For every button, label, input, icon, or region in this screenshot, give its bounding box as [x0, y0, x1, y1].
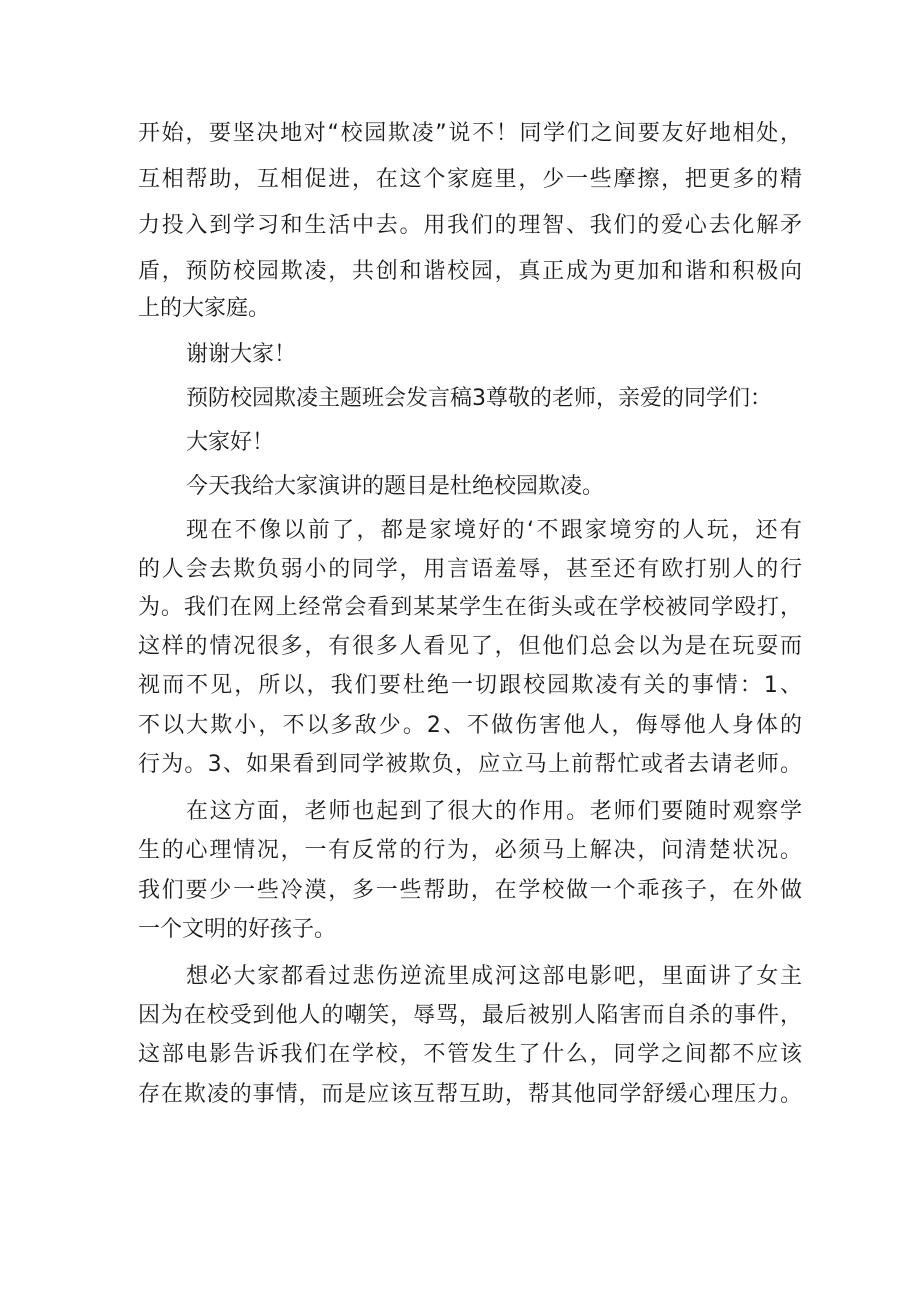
- paragraph-1-line-3: 力投入到学习和生活中去。用我们的理智、我们的爱心去化解矛: [138, 213, 802, 238]
- paragraph-6-line-5: 视而不见，所以，我们要杜绝一切跟校园欺凌有关的事情：1、: [138, 673, 802, 698]
- paragraph-8-line-4: 存在欺凌的事情，而是应该互帮互助，帮其他同学舒缓心理压力。: [138, 1082, 802, 1107]
- paragraph-6-line-1: 现在不像以前了，都是家境好的‘不跟家境穷的人玩，还有: [186, 518, 802, 543]
- paragraph-2-line-1: 谢谢大家！: [186, 342, 297, 367]
- paragraph-7-line-4: 一个文明的好孩子。: [138, 917, 337, 942]
- paragraph-6-line-7: 行为。3、如果看到同学被欺负，应立马上前帮忙或者去请老师。: [138, 752, 802, 777]
- paragraph-3-line-1: 预防校园欺凌主题班会发言稿3尊敬的老师，亲爱的同学们：: [186, 386, 772, 411]
- paragraph-1-line-5: 上的大家庭。: [138, 296, 271, 321]
- paragraph-7-line-2: 生的心理情况，一有反常的行为，必须马上解决，问清楚状况。: [138, 838, 802, 863]
- paragraph-1-line-1: 开始，要坚决地对“校园欺凌”说不！同学们之间要友好地相处，: [138, 121, 802, 146]
- paragraph-1-line-2: 互相帮助，互相促进，在这个家庭里，少一些摩擦，把更多的精: [138, 167, 802, 192]
- paragraph-6-line-6: 不以大欺小，不以多敌少。2、不做伤害他人，侮辱他人身体的: [138, 713, 802, 738]
- paragraph-6-line-4: 这样的情况很多，有很多人看见了，但他们总会以为是在玩耍而: [138, 634, 802, 659]
- paragraph-6-line-2: 的人会去欺负弱小的同学，用言语羞辱，甚至还有欧打别人的行: [138, 557, 802, 582]
- paragraph-1-line-4: 盾，预防校园欺凌，共创和谐校园，真正成为更加和谐和积极向: [138, 259, 802, 284]
- paragraph-8-line-3: 这部电影告诉我们在学校，不管发生了什么，同学之间都不应该: [138, 1042, 802, 1067]
- paragraph-4-line-1: 大家好！: [186, 430, 275, 455]
- paragraph-8-line-1: 想必大家都看过悲伤逆流里成河这部电影吧，里面讲了女主: [186, 964, 802, 989]
- paragraph-8-line-2: 因为在校受到他人的嘲笑，辱骂，最后被别人陷害而自杀的事件，: [138, 1003, 802, 1028]
- paragraph-6-line-3: 为。我们在网上经常会看到某某学生在街头或在学校被同学殴打，: [138, 595, 802, 620]
- paragraph-5-line-1: 今天我给大家演讲的题目是杜绝校园欺凌。: [186, 474, 605, 499]
- paragraph-7-line-3: 我们要少一些冷漠，多一些帮助，在学校做一个乖孩子，在外做: [138, 878, 802, 903]
- paragraph-7-line-1: 在这方面，老师也起到了很大的作用。老师们要随时观察学: [186, 799, 802, 824]
